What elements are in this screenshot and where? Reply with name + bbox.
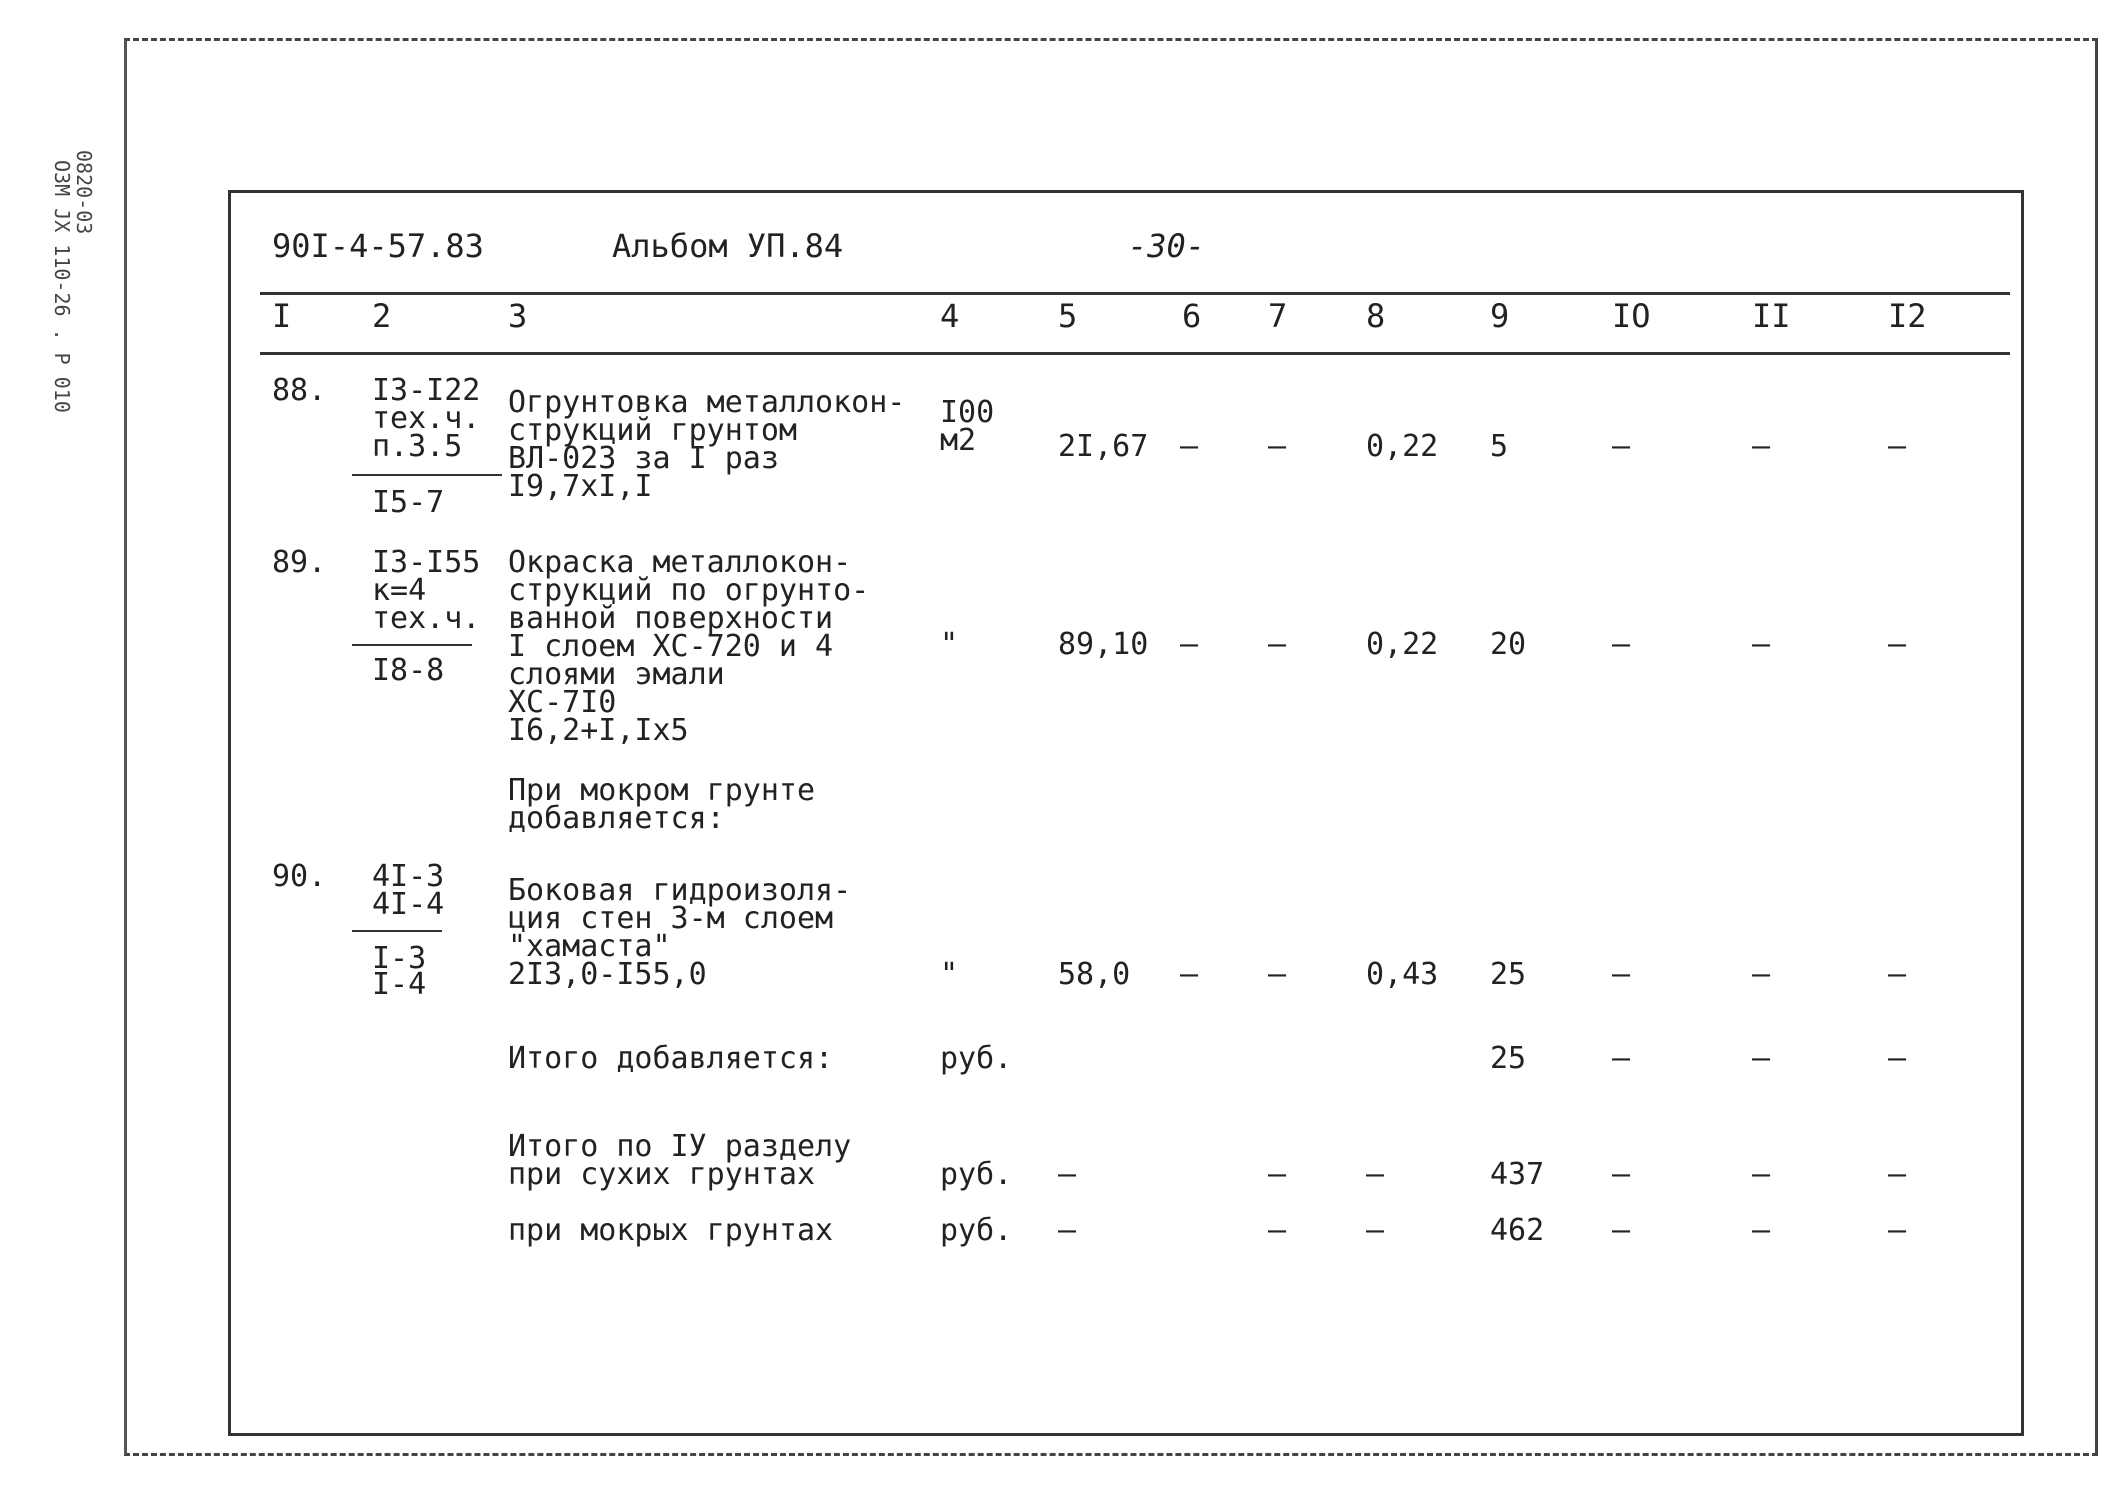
- work-description: 2I3,0-I55,0: [508, 957, 707, 992]
- total-label: Итого добавляется:: [508, 1041, 834, 1076]
- cell-col9: 25: [1490, 957, 1527, 992]
- total-col9: 462: [1490, 1213, 1545, 1248]
- work-description: ХС-7I0: [508, 685, 617, 720]
- norm-code: тех.ч.: [372, 401, 481, 436]
- unit: I00: [940, 395, 995, 430]
- total-col10: –: [1612, 1157, 1631, 1192]
- norm-code: п.3.5: [372, 429, 463, 464]
- norm-code: 4I-4: [372, 887, 445, 922]
- total-unit: руб.: [940, 1213, 1013, 1248]
- cell-col5: 2I,67: [1058, 429, 1149, 464]
- total-col9: 25: [1490, 1041, 1527, 1076]
- norm-code: тех.ч.: [372, 601, 481, 636]
- column-header-10: IO: [1612, 297, 1651, 335]
- work-description: слоями эмали: [508, 657, 725, 692]
- work-description: Огрунтовка металлокон-: [508, 385, 906, 420]
- cell-col11: –: [1752, 957, 1771, 992]
- page-number: -30-: [1128, 227, 1206, 265]
- column-header-7: 7: [1268, 297, 1288, 335]
- work-description: I6,2+I,Iх5: [508, 713, 689, 748]
- column-header-4: 4: [940, 297, 960, 335]
- cell-col12: –: [1888, 627, 1907, 662]
- cell-col9: 5: [1490, 429, 1509, 464]
- total-label: при сухих грунтах: [508, 1157, 816, 1192]
- margin-side-note: ОЗМ JX 110-26 . Р 010: [50, 160, 74, 413]
- column-header-12: I2: [1888, 297, 1927, 335]
- row-number: 90.: [272, 859, 327, 894]
- cell-col5: 89,10: [1058, 627, 1149, 662]
- cell-col12: –: [1888, 429, 1907, 464]
- total-unit: руб.: [940, 1157, 1013, 1192]
- unit: ": [940, 627, 959, 662]
- work-description: "хамаста": [508, 929, 671, 964]
- cell-col7: –: [1268, 429, 1287, 464]
- total-col12: –: [1888, 1157, 1907, 1192]
- cell-col9: 20: [1490, 627, 1527, 662]
- cell-col5: 58,0: [1058, 957, 1131, 992]
- work-description: ванной поверхности: [508, 601, 834, 636]
- cell-col7: –: [1268, 957, 1287, 992]
- norm-code: 4I-3: [372, 859, 445, 894]
- total-col11: –: [1752, 1041, 1771, 1076]
- norm-code: к=4: [372, 573, 427, 608]
- cell-col8: 0,22: [1366, 627, 1439, 662]
- document-frame: [228, 190, 2024, 1436]
- cell-col6: –: [1180, 627, 1199, 662]
- unit: м2: [940, 423, 977, 458]
- norm-code-denominator: I8-8: [372, 653, 445, 688]
- norm-code-denominator: I5-7: [372, 485, 445, 520]
- album-label: Альбом УП.84: [612, 227, 844, 265]
- column-header-1: I: [272, 297, 292, 335]
- cell-col10: –: [1612, 429, 1631, 464]
- cell-col7: –: [1268, 627, 1287, 662]
- work-description: струкций грунтом: [508, 413, 797, 448]
- total-col10: –: [1612, 1213, 1631, 1248]
- cell-col11: –: [1752, 627, 1771, 662]
- margin-stamp-code: 0820-03: [72, 150, 96, 235]
- total-label: при мокрых грунтах: [508, 1213, 834, 1248]
- wet-soil-note: добавляется:: [508, 801, 725, 836]
- cell-col10: –: [1612, 957, 1631, 992]
- cell-col11: –: [1752, 429, 1771, 464]
- total-col12: –: [1888, 1041, 1907, 1076]
- cell-col6: –: [1180, 957, 1199, 992]
- total-col5: –: [1058, 1157, 1077, 1192]
- norm-code-denominator: I-3: [372, 941, 427, 976]
- doc-code: 90I-4-57.83: [272, 227, 484, 265]
- column-header-8: 8: [1366, 297, 1386, 335]
- total-unit: руб.: [940, 1041, 1013, 1076]
- norm-code: I3-I22: [372, 373, 481, 408]
- fraction-line: [352, 930, 442, 932]
- cell-col10: –: [1612, 627, 1631, 662]
- column-header-5: 5: [1058, 297, 1078, 335]
- work-description: струкций по огрунто-: [508, 573, 870, 608]
- cell-col6: –: [1180, 429, 1199, 464]
- fraction-line: [352, 644, 472, 646]
- norm-code-denominator: I-4: [372, 967, 427, 1002]
- total-col7: –: [1268, 1213, 1287, 1248]
- total-col11: –: [1752, 1213, 1771, 1248]
- work-description: I9,7хI,I: [508, 469, 653, 504]
- total-col5: –: [1058, 1213, 1077, 1248]
- work-description: Окраска металлокон-: [508, 545, 852, 580]
- header-rule-top: [260, 292, 2010, 295]
- total-col11: –: [1752, 1157, 1771, 1192]
- work-description: Боковая гидроизоля-: [508, 873, 852, 908]
- total-label: Итого по IУ разделу: [508, 1129, 852, 1164]
- total-col8: –: [1366, 1213, 1385, 1248]
- total-col8: –: [1366, 1157, 1385, 1192]
- header-rule-bottom: [260, 352, 2010, 355]
- total-col12: –: [1888, 1213, 1907, 1248]
- column-header-2: 2: [372, 297, 392, 335]
- wet-soil-note: При мокром грунте: [508, 773, 816, 808]
- cell-col8: 0,22: [1366, 429, 1439, 464]
- total-col10: –: [1612, 1041, 1631, 1076]
- row-number: 89.: [272, 545, 327, 580]
- row-number: 88.: [272, 373, 327, 408]
- work-description: ция стен 3-м слоем: [508, 901, 834, 936]
- column-header-3: 3: [508, 297, 528, 335]
- unit: ": [940, 957, 959, 992]
- work-description: ВЛ-023 за I раз: [508, 441, 779, 476]
- work-description: I слоем ХС-720 и 4: [508, 629, 834, 664]
- cell-col12: –: [1888, 957, 1907, 992]
- column-header-9: 9: [1490, 297, 1510, 335]
- fraction-line: [352, 474, 502, 476]
- column-header-6: 6: [1182, 297, 1202, 335]
- norm-code: I3-I55: [372, 545, 481, 580]
- column-header-11: II: [1752, 297, 1791, 335]
- total-col7: –: [1268, 1157, 1287, 1192]
- cell-col8: 0,43: [1366, 957, 1439, 992]
- total-col9: 437: [1490, 1157, 1545, 1192]
